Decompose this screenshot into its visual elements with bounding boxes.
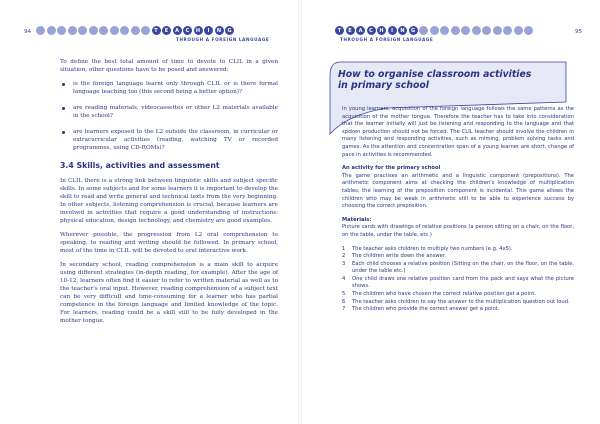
dot: [110, 26, 119, 35]
step-text: The children who have chosen the correct relative position get a point.: [352, 291, 536, 298]
list-item: [342, 299, 574, 307]
dot: [141, 26, 150, 35]
series-letter: N: [215, 26, 224, 35]
series-letter: A: [356, 26, 365, 35]
dot: [47, 26, 56, 35]
dot: [461, 26, 470, 35]
list-item: [342, 276, 574, 291]
left-body: [60, 58, 278, 331]
series-letter: T: [152, 26, 161, 35]
step-number: 5: [342, 291, 346, 298]
paragraph: In secondary school, reading comprehension is a main skill to acquire using different strategies (in-depth reading, for example). After the age of 10-12, learners often find it easier to refer to written material as well as to the teacher's oral input. However, reading comprehension of a subject text can be very difficult and time-consuming for a learner who has partial competence in the foreign language and limited knowledge of the topic. For learners, reading could be a skill still to be fully developed in the mother tongue.: [60, 262, 278, 324]
step-number: 2: [342, 253, 346, 260]
series-letter: E: [162, 26, 171, 35]
dot: [131, 26, 140, 35]
dot: [514, 26, 523, 35]
materials-heading: Materials:: [342, 216, 372, 223]
activity-heading: An activity for the primary school: [342, 165, 441, 172]
step-text: Each child chooses a relative position (Sitting on the chair, on the floor, on the table, under the table etc.): [352, 260, 574, 275]
dot: [419, 26, 428, 35]
dot: [99, 26, 108, 35]
dot: [524, 26, 533, 35]
dot: [120, 26, 129, 35]
right-page-number: 95: [575, 29, 582, 35]
series-dots-right: [335, 26, 533, 35]
step-number: 1: [342, 245, 346, 252]
list-item: are reading materials, videocassettes or other L2 materials available in the school?: [60, 104, 278, 120]
series-letter: H: [377, 26, 386, 35]
list-item: [342, 253, 574, 261]
materials-paragraph: Picture cards with drawings of relative positions (a person sitting on a chair, on the floor, on the table, under the table, etc.): [342, 224, 574, 238]
paragraph: In CLIL there is a strong link between linguistic skills and subject specific skills. In some subjects and for some learners it is important to develop the skill to read and write general and technical texts from the very beginning. In other subjects, listening comprehension is crucial, because learners are involved in activities that require a good understanding of instructions: physical education, design technology, and chemistry are good examples.: [60, 178, 278, 224]
series-letter: C: [367, 26, 376, 35]
dot: [482, 26, 491, 35]
right-page: [300, 0, 600, 424]
series-letter: E: [346, 26, 355, 35]
series-subtitle-right: THROUGH A FOREIGN LANGUAGE: [340, 37, 434, 42]
dot: [89, 26, 98, 35]
steps-list: [342, 246, 574, 314]
series-letter: G: [225, 26, 234, 35]
paragraph: Wherever possible, the progression from L2 oral comprehension to speaking, to reading and writing should be followed. In primary school, most of the time in CLIL will be devoted to oral interactive work.: [60, 232, 278, 254]
list-item: [342, 261, 574, 276]
step-number: 4: [342, 275, 346, 282]
series-letter: A: [173, 26, 182, 35]
series-letter: I: [388, 26, 397, 35]
section-heading: 3.4 Skills, activities and assessment: [60, 161, 220, 170]
dot: [430, 26, 439, 35]
list-item: are learners exposed to the L2 outside the classroom, in curricular or extracurricular activities (reading, watching TV or recorded programmes, using CD-ROMs)?: [60, 128, 278, 152]
intro-paragraph: In young learners, acquisition of the foreign language follows the same patterns as the acquisition of the mother tongue. Therefore the teacher has to take into consideration that the learner initially will just be listening and responding to the language and that spoken production should not be forced. The CLIL teacher should involve the children in many listening and responding activities, such as miming, problem solving tasks and games. As the attention and concentration span of a young learner are short, change of pace in activities is recommended.: [342, 106, 574, 158]
dot: [451, 26, 460, 35]
activity-paragraph: The game practises an arithmetic and a linguistic component (prepositions). The arithmetic component aims at checking the children's knowledge of multiplication tables, the learning of the preposition component is incidental. This game allows the children who may be weak in arithmetic still to be able to experience success by choosing the correct preposition.: [342, 172, 574, 210]
dot: [36, 26, 45, 35]
step-text: The teacher asks children to multiply two numbers (e.g. 4x5).: [352, 245, 513, 252]
left-page-number: 94: [24, 29, 31, 35]
series-letter: G: [409, 26, 418, 35]
dot: [440, 26, 449, 35]
series-letter: H: [194, 26, 203, 35]
step-number: 6: [342, 298, 346, 305]
series-dots-left: [36, 26, 234, 35]
page-title: How to organise classroom activities in primary school: [338, 69, 532, 91]
list-item: [342, 306, 574, 314]
series-subtitle-left: THROUGH A FOREIGN LANGUAGE: [176, 37, 270, 42]
dot: [472, 26, 481, 35]
step-number: 7: [342, 306, 346, 313]
dot: [78, 26, 87, 35]
intro-paragraph: To define the best total amount of time to devote to CLIL in a given situation, other questions have to be posed and answered:: [60, 59, 278, 73]
dot: [503, 26, 512, 35]
step-text: The children who provide the correct answer get a point.: [352, 306, 500, 313]
list-item: [342, 246, 574, 254]
dot: [68, 26, 77, 35]
list-item: is the foreign language learnt only through CLIL or is there formal language teaching too (this second being a better option)?: [60, 80, 278, 96]
step-text: One child draws one relative position card from the pack and says what the picture shows.: [352, 275, 574, 290]
series-letter: T: [335, 26, 344, 35]
series-letter: I: [204, 26, 213, 35]
dot: [493, 26, 502, 35]
right-body: [342, 106, 574, 314]
series-letter: N: [398, 26, 407, 35]
question-list: [60, 80, 278, 152]
step-number: 3: [342, 260, 346, 267]
dot: [57, 26, 66, 35]
step-text: The teacher asks children to say the answer to the multiplication question out loud.: [352, 298, 570, 305]
series-letter: C: [183, 26, 192, 35]
step-text: The children write down the answer.: [352, 253, 447, 260]
list-item: [342, 291, 574, 299]
